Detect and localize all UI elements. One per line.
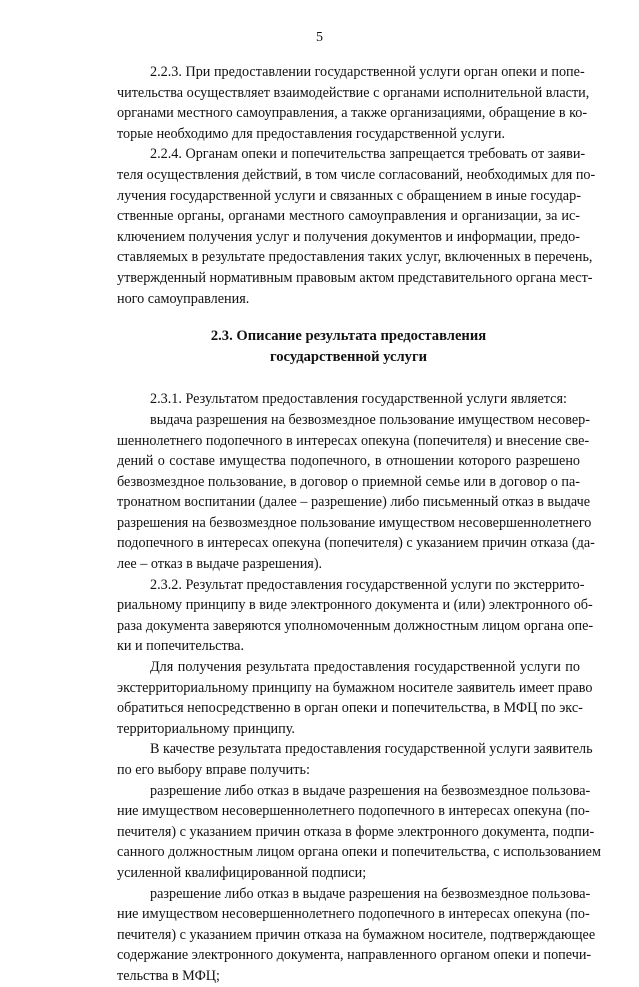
paragraph-line: безвозмездное пользование, в договор о приемной семье или в договор о па- — [117, 473, 581, 490]
paragraph-line: 2.3.1. Результатом предоставления государственной услуги является: — [150, 391, 567, 408]
paragraph-line: лее – отказ в выдаче разрешения). — [117, 556, 323, 573]
paragraph — [117, 781, 601, 884]
paragraph-line: торые необходимо для предоставления государственной услуги. — [117, 125, 506, 142]
paragraph-line: по его выбору вправе получить: — [117, 762, 310, 778]
paragraph — [117, 410, 595, 575]
paragraph-line: экстерриториальному принципу на бумажном носителе заявитель имеет право — [117, 679, 593, 696]
paragraph-line: обратиться непосредственно в орган опеки и попечительства, в МФЦ по экс- — [117, 700, 583, 717]
document-body — [117, 62, 601, 987]
paragraph-line: 2.2.3. При предоставлении государственной услуги орган опеки и попе- — [150, 64, 585, 80]
paragraph — [117, 144, 596, 309]
paragraph-line: санного должностным лицом органа опеки и попечительства, с использованием — [117, 844, 601, 861]
paragraph-line: ки и попечительства. — [117, 638, 245, 655]
spacer — [117, 309, 580, 326]
paragraph-line: лучения государственной услуги и связанных с обращением в иные государ- — [117, 187, 581, 204]
paragraph-line: ственные органы, органами местного самоуправления и организации, за ис- — [117, 208, 580, 225]
paragraph-line: утвержденный нормативным правовым актом представительного органа мест- — [117, 269, 593, 286]
paragraph-line: ного самоуправления. — [117, 290, 250, 307]
spacer — [117, 367, 580, 389]
paragraph-line: органами местного самоуправления, а также организациями, обращение в ко- — [117, 105, 588, 122]
paragraph-line: усиленной квалифицированной подписи; — [117, 864, 367, 881]
paragraph — [117, 389, 580, 410]
paragraph-line: В качестве результата предоставления государственной услуги заявитель — [150, 741, 593, 758]
paragraph-line: 2.2.4. Органам опеки и попечительства запрещается требовать от заяви- — [150, 146, 586, 163]
paragraph-line: печителя) с указанием причин отказа в форме электронного документа, подпи- — [117, 823, 595, 840]
paragraph-line: разрешение либо отказ в выдаче разрешения на безвозмездное пользова- — [150, 885, 591, 902]
paragraph-line: выдача разрешения на безвозмездное пользование имуществом несовер- — [150, 411, 590, 428]
paragraph-line: тельства в МФЦ; — [117, 967, 220, 984]
section-heading-line: 2.3. Описание результата предоставления — [210, 328, 487, 345]
paragraph-line: содержание электронного документа, направленного органом опеки и попечи- — [117, 947, 592, 964]
paragraph-line: ние имуществом несовершеннолетнего подопечного в интересах опекуна (по- — [117, 906, 590, 923]
paragraph-line: раза документа заверяются уполномоченным должностным лицом органа опе- — [117, 617, 594, 634]
paragraph-line: шеннолетнего подопечного в интересах опекуна (попечителя) и внесение све- — [117, 432, 590, 449]
paragraph — [117, 657, 593, 739]
paragraph-line: печителя) с указанием причин отказа на бумажном носителе, подтверждающее — [117, 926, 596, 943]
paragraph-line: ние имуществом несовершеннолетнего подопечного в интересах опекуна (по- — [117, 803, 590, 820]
paragraph — [117, 575, 594, 657]
paragraph-line: риальному принципу в виде электронного документа и (или) электронного об- — [117, 597, 593, 614]
paragraph-line: разрешения на безвозмездное пользование имуществом несовершеннолетнего — [117, 514, 592, 531]
paragraph-line: разрешение либо отказ в выдаче разрешения на безвозмездное пользова- — [150, 782, 591, 799]
paragraph-line: ставляемых в результате предоставления таких услуг, включенных в перечень, — [117, 249, 593, 266]
page-number: 5 — [316, 30, 323, 45]
paragraph-line: подопечного в интересах опекуна (попечителя) с указанием причин отказа (да- — [117, 535, 595, 552]
paragraph — [117, 884, 596, 987]
paragraph — [117, 739, 593, 780]
paragraph-line: Для получения результата предоставления государственной услуги по — [150, 659, 580, 676]
paragraph-line: дений о составе имущества подопечного, в отношении которого разрешено — [117, 453, 580, 470]
paragraph — [117, 62, 590, 144]
paragraph-line: теля осуществления действий, в том числе согласований, необходимых для по- — [117, 166, 596, 183]
section-heading-line: государственной услуги — [269, 348, 428, 365]
paragraph-line: тронатном воспитании (далее – разрешение) либо письменный отказ в выдаче — [117, 494, 591, 511]
paragraph-line: ключением получения услуг и получения документов и информации, предо- — [117, 228, 580, 245]
paragraph-line: чительства осуществляет взаимодействие с органами исполнительной власти, — [117, 84, 590, 101]
paragraph-line: 2.3.2. Результат предоставления государственной услуги по экстеррито- — [150, 576, 585, 593]
paragraph-line: территориальному принципу. — [117, 720, 295, 737]
